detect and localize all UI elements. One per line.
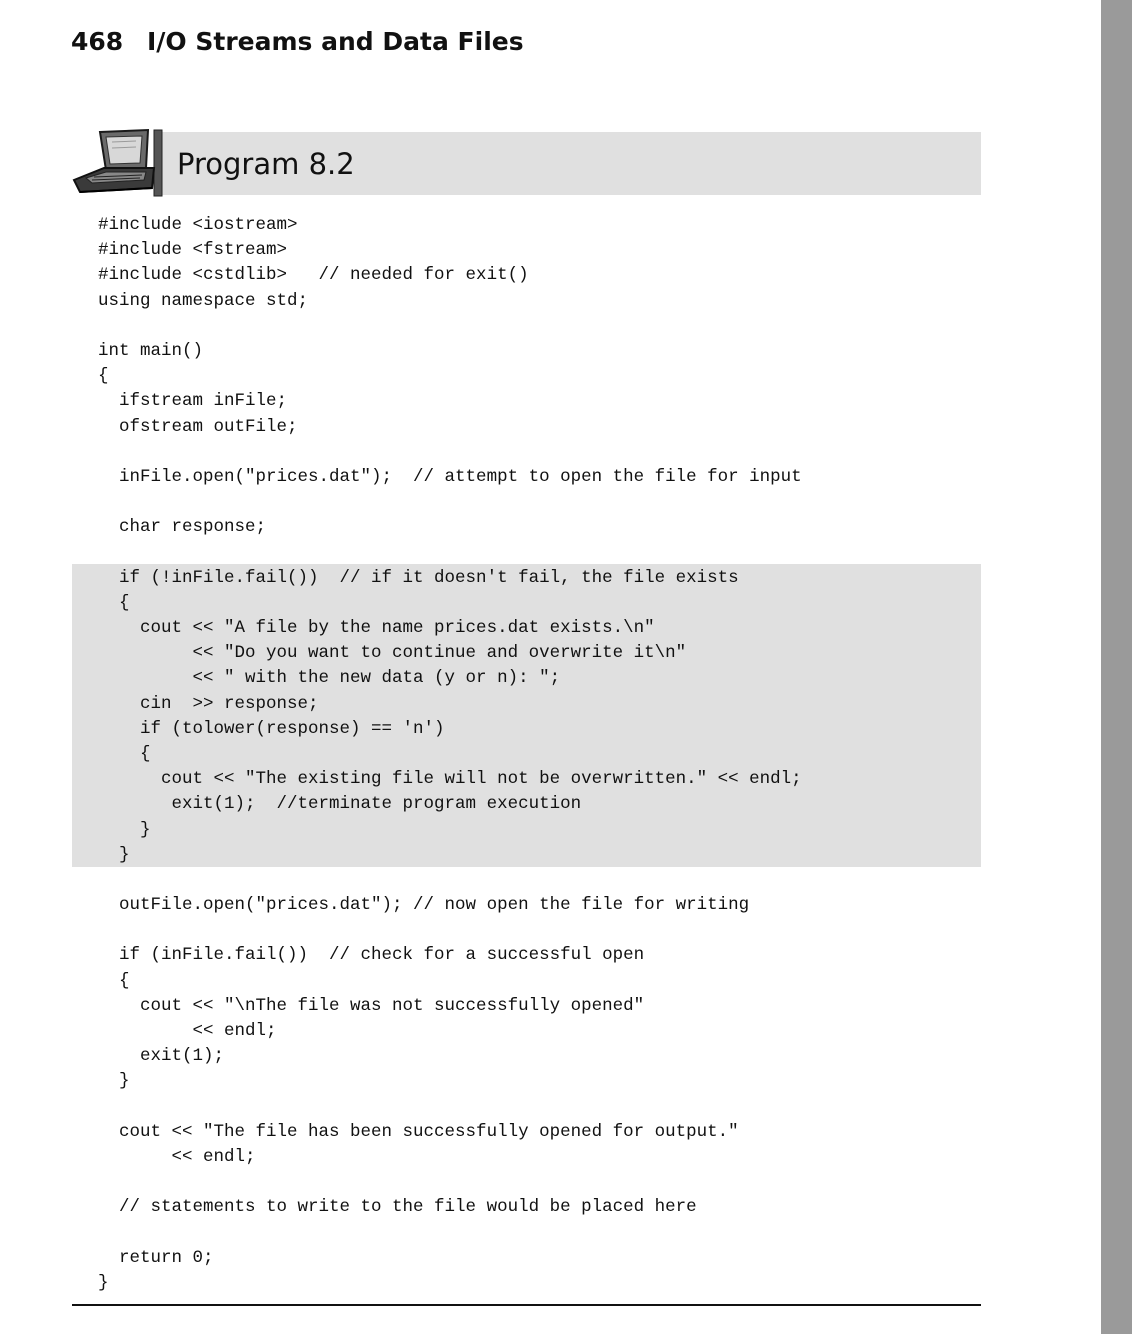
- code-line: #include <fstream>: [98, 240, 288, 261]
- code-line: cout << "The existing file will not be overwritten." << endl;: [98, 769, 802, 790]
- code-line: if (!inFile.fail()) // if it doesn't fail, the file exists: [98, 567, 739, 588]
- bottom-rule: [72, 1304, 981, 1306]
- code-line: [98, 1095, 802, 1120]
- code-line: cout << "A file by the name prices.dat exists.\n": [98, 618, 655, 638]
- code-line: exit(1); //terminate program execution: [98, 794, 582, 815]
- code-line: ifstream inFile;: [98, 391, 288, 412]
- program-title: Program 8.2: [177, 147, 355, 181]
- code-line: using namespace std;: [98, 290, 309, 311]
- page-number: 468: [71, 27, 124, 56]
- code-line: << endl;: [98, 1021, 277, 1041]
- code-line: if (inFile.fail()) // check for a successful open: [98, 945, 645, 966]
- code-line: << " with the new data (y or n): ";: [98, 668, 561, 689]
- code-line: char response;: [98, 517, 267, 538]
- code-line: [98, 440, 802, 465]
- code-line: {: [98, 592, 130, 613]
- code-line: << endl;: [98, 1146, 256, 1167]
- code-line: cout << "The file has been successfully opened for output.": [98, 1121, 739, 1142]
- code-line: // statements to write to the file would be placed here: [98, 1197, 697, 1218]
- code-line: }: [98, 819, 151, 840]
- page-edge-shadow: [1101, 0, 1132, 1334]
- code-line: cin >> response;: [98, 693, 319, 714]
- code-line: [98, 540, 802, 565]
- code-line: #include <iostream>: [98, 215, 298, 235]
- code-line: [98, 868, 802, 893]
- code-line: [98, 1221, 802, 1246]
- code-line: << "Do you want to continue and overwrite it\n": [98, 643, 687, 664]
- laptop-icon: [70, 128, 164, 198]
- code-line: return 0;: [98, 1247, 214, 1268]
- code-line: #include <cstdlib> // needed for exit(): [98, 265, 529, 286]
- code-line: [98, 490, 802, 515]
- code-line: outFile.open("prices.dat"); // now open the file for writing: [98, 895, 750, 916]
- code-line: {: [98, 970, 130, 991]
- code-line: ofstream outFile;: [98, 416, 298, 437]
- code-line: {: [98, 743, 151, 764]
- code-line: exit(1);: [98, 1046, 225, 1067]
- code-line: {: [98, 366, 109, 387]
- code-line: cout << "\nThe file was not successfully opened": [98, 995, 645, 1016]
- running-head: [71, 24, 524, 60]
- code-line: if (tolower(response) == 'n'): [98, 718, 445, 739]
- code-line: }: [98, 1071, 130, 1092]
- code-line: inFile.open("prices.dat"); // attempt to open the file for input: [98, 466, 802, 487]
- code-line: int main(): [98, 340, 204, 361]
- code-line: [98, 1170, 802, 1195]
- code-line: [98, 918, 802, 943]
- code-line: }: [98, 1272, 109, 1293]
- code-line: }: [98, 844, 130, 865]
- code-line: [98, 314, 802, 339]
- chapter-title: I/O Streams and Data Files: [147, 27, 524, 56]
- code-listing: [98, 213, 802, 1296]
